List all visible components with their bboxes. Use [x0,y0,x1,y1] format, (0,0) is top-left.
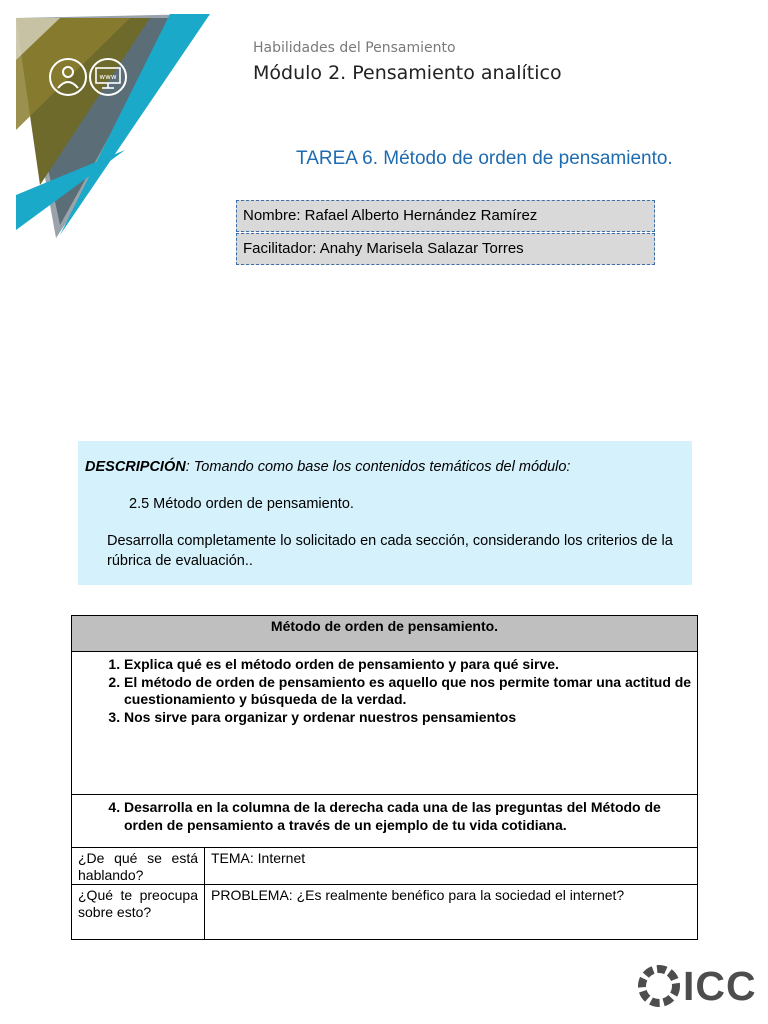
list-item: 4. Desarrolla en la columna de la derecha cada una de las preguntas del Método de orden de pensamiento a través de un ejemplo de tu vida cotidiana. [124,799,697,834]
question-cell: ¿Qué te preocupa sobre esto? [72,885,205,940]
question-cell: ¿De qué se está hablando? [72,848,205,885]
answers-cell [72,652,698,795]
module-title: Módulo 2. Pensamiento analítico [253,62,562,84]
svg-text:www: www [99,73,117,81]
facilitator-name: Facilitador: Anahy Marisela Salazar Torres [236,233,655,265]
description-intro-text: : Tomando como base los contenidos temáticos del módulo: [185,459,571,475]
list-item: 2. El método de orden de pensamiento es aquello que nos permite tomar una actitud de cuestionamiento y búsqueda de la verdad. [124,674,697,709]
description-label: DESCRIPCIÓN [85,459,186,475]
table-header: Método de orden de pensamiento. [72,616,698,652]
description-intro [85,459,570,475]
list-item: 1. Explica qué es el método orden de pensamiento y para qué sirve. [124,656,697,674]
student-name: Nombre: Rafael Alberto Hernández Ramírez [236,200,655,232]
item-4-cell [72,795,698,848]
list-item: 3. Nos sirve para organizar y ordenar nuestros pensamientos [124,709,697,727]
table-row [72,885,698,940]
task-title: TAREA 6. Método de orden de pensamiento. [296,148,673,169]
description-instruction: Desarrolla completamente lo solicitado en cada sección, considerando los criterios de la rúbrica de evaluación.. [107,533,673,569]
answer-cell: TEMA: Internet [205,848,698,885]
icc-logo-icon [636,963,682,1009]
method-table [71,615,698,940]
header-logo-graphic [0,0,210,240]
course-name: Habilidades del Pensamiento [253,40,456,56]
answer-cell: PROBLEMA: ¿Es realmente benéfico para la sociedad el internet? [205,885,698,940]
description-topic: 2.5 Método orden de pensamiento. [129,496,354,512]
icc-brand: ICC [683,963,757,1009]
table-row [72,848,698,885]
